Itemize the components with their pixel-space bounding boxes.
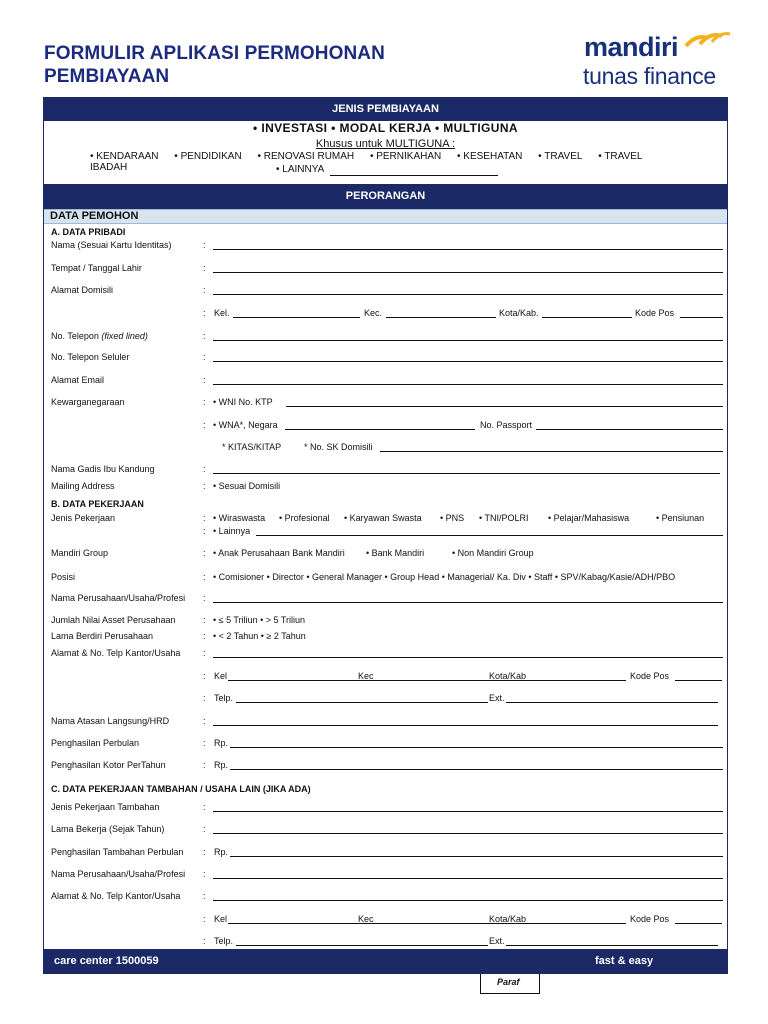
kitas-label: * KITAS/KITAP [222, 442, 282, 452]
option-renovasi[interactable]: • RENOVASI RUMAH [257, 151, 355, 162]
colon: : [203, 847, 206, 857]
colon: : [203, 263, 206, 273]
colon: : [203, 240, 206, 250]
sesuai-domisili-option[interactable]: • Sesuai Domisili [213, 481, 281, 491]
care-center-text: care center 1500059 [54, 955, 159, 967]
kota-label: Kota/Kab [489, 671, 527, 681]
nama-perusahaan-tambahan-label: Nama Perusahaan/Usaha/Profesi [51, 869, 186, 879]
colon: : [203, 513, 206, 523]
kec-label: Kec [358, 914, 374, 924]
atasan-label: Nama Atasan Langsung/HRD [51, 716, 170, 726]
ext-label: Ext. [489, 936, 505, 946]
atasan-field[interactable] [213, 725, 718, 726]
colon: : [203, 481, 206, 491]
kel-kec-kota-field[interactable] [228, 923, 626, 924]
nama-perusahaan-label: Nama Perusahaan/Usaha/Profesi [51, 593, 186, 603]
opt-karyawan-swasta[interactable]: • Karyawan Swasta [344, 513, 422, 523]
colon: : [203, 891, 206, 901]
logo-swoosh-icon [682, 28, 732, 50]
penghasilan-field[interactable] [230, 747, 723, 748]
colon: : [203, 285, 206, 295]
penghasilan-tambahan-label: Penghasilan Tambahan Perbulan [51, 847, 184, 857]
colon: : [203, 526, 206, 536]
data-pemohon-header: DATA PEMOHON [44, 209, 727, 224]
ibu-kandung-label: Nama Gadis Ibu Kandung [51, 464, 155, 474]
penghasilan-label: Penghasilan Perbulan [51, 738, 140, 748]
ext-label: Ext. [489, 693, 505, 703]
data-pribadi-title: A. DATA PRIBADI [51, 227, 126, 237]
alamat-kantor-tambahan-field[interactable] [213, 900, 723, 901]
lainnya-field[interactable] [256, 535, 723, 536]
option-pernikahan[interactable]: • PERNIKAHAN [369, 151, 442, 162]
opt-wiraswasta[interactable]: • Wiraswasta [213, 513, 266, 523]
telp-label: Telp. [214, 693, 234, 703]
kodepos-field[interactable] [675, 680, 722, 681]
colon: : [203, 648, 206, 658]
kec-label: Kec [358, 671, 374, 681]
paraf-label: Paraf [497, 977, 520, 987]
rp-label: Rp. [214, 760, 229, 770]
nama-label: Nama (Sesuai Kartu Identitas) [51, 240, 172, 250]
option-pendidikan[interactable]: • PENDIDIKAN [174, 151, 242, 162]
option-kendaraan[interactable]: • KENDARAAN [90, 151, 159, 162]
telp-field[interactable] [236, 702, 488, 703]
kodepos-label: Kode Pos [635, 308, 675, 318]
colon: : [203, 352, 206, 362]
opt-bank-mandiri[interactable]: • Bank Mandiri [366, 548, 425, 558]
tempat-lahir-label: Tempat / Tanggal Lahir [51, 263, 142, 273]
posisi-options[interactable]: • Comisioner • Director • General Manager • Group Head • Managerial/ Ka. Div • Staff • SPV/Kabag/Kasie/ADH/PBO [213, 572, 676, 582]
colon: : [203, 631, 206, 641]
colon: : [203, 693, 206, 703]
jenis-main-options[interactable]: • INVESTASI • MODAL KERJA • MULTIGUNA [253, 121, 518, 135]
jenis-pekerjaan-label: Jenis Pekerjaan [51, 513, 116, 523]
colon: : [203, 308, 206, 318]
sk-domisili-label: * No. SK Domisili [304, 442, 373, 452]
seluler-label: No. Telepon Seluler [51, 352, 130, 362]
opt-lainnya[interactable]: • Lainnya [213, 526, 251, 536]
kota-label: Kota/Kab [489, 914, 527, 924]
perorangan-header: PERORANGAN [43, 184, 728, 209]
telp-field[interactable] [236, 945, 488, 946]
wna-option[interactable]: • WNA*, Negara [213, 420, 278, 430]
colon: : [203, 572, 206, 582]
kec-label: Kec. [364, 308, 383, 318]
tempat-lahir-field[interactable] [213, 272, 723, 273]
data-tambahan-title: C. DATA PEKERJAAN TAMBAHAN / USAHA LAIN (JIKA ADA) [51, 784, 311, 794]
kodepos-field[interactable] [675, 923, 722, 924]
sk-domisili-field[interactable] [380, 451, 723, 452]
rp-label: Rp. [214, 738, 229, 748]
opt-non-mandiri[interactable]: • Non Mandiri Group [452, 548, 534, 558]
nama-field[interactable] [213, 249, 723, 250]
colon: : [203, 548, 206, 558]
passport-field[interactable] [536, 429, 723, 430]
jenis-tambahan-field[interactable] [213, 811, 723, 812]
tagline-text: fast & easy [595, 955, 654, 967]
opt-pns[interactable]: • PNS [440, 513, 465, 523]
kota-field[interactable] [542, 317, 632, 318]
lama-berdiri-label: Lama Berdiri Perusahaan [51, 631, 154, 641]
penghasilan-kotor-label: Penghasilan Kotor PerTahun [51, 760, 166, 770]
telepon-field[interactable] [213, 340, 723, 341]
form-title: FORMULIR APLIKASI PERMOHONAN PEMBIAYAAN [44, 43, 385, 87]
penghasilan-kotor-field[interactable] [230, 769, 723, 770]
colon: : [203, 615, 206, 625]
data-pekerjaan-title: B. DATA PEKERJAAN [51, 499, 144, 509]
colon: : [203, 824, 206, 834]
jenis-pembiayaan-header: JENIS PEMBIAYAAN [43, 97, 728, 121]
lama-bekerja-label: Lama Bekerja (Sejak Tahun) [51, 824, 165, 834]
negara-field[interactable] [285, 429, 475, 430]
ext-field[interactable] [506, 945, 718, 946]
colon: : [203, 869, 206, 879]
multiguna-subtitle: Khusus untuk MULTIGUNA : [315, 138, 456, 150]
alamat-field[interactable] [213, 294, 723, 295]
email-label: Alamat Email [51, 375, 105, 385]
kota-label: Kota/Kab. [499, 308, 539, 318]
kodepos-label: Kode Pos [630, 671, 670, 681]
posisi-label: Posisi [51, 572, 76, 582]
alamat-kantor-tambahan-label: Alamat & No. Telp Kantor/Usaha [51, 891, 181, 901]
mailing-label: Mailing Address [51, 481, 115, 491]
kodepos-field[interactable] [680, 317, 723, 318]
opt-anak-perusahaan[interactable]: • Anak Perusahaan Bank Mandiri [213, 548, 345, 558]
penghasilan-tambahan-field[interactable] [230, 856, 723, 857]
mandiri-tunas-finance-logo [582, 28, 732, 92]
opt-pelajar[interactable]: • Pelajar/Mahasiswa [548, 513, 630, 523]
telepon-label: No. Telepon (fixed lined) [51, 331, 148, 341]
colon: : [203, 936, 206, 946]
logo-tunas-text: tunas finance [583, 63, 716, 89]
colon: : [203, 802, 206, 812]
wni-option[interactable]: • WNI No. KTP [213, 397, 273, 407]
lainnya-line[interactable] [330, 175, 498, 176]
aset-options[interactable]: • ≤ 5 Triliun • > 5 Triliun [213, 615, 306, 625]
colon: : [203, 464, 206, 474]
option-lainnya[interactable]: • LAINNYA [276, 164, 325, 175]
ktp-field[interactable] [286, 406, 723, 407]
mandiri-group-label: Mandiri Group [51, 548, 109, 558]
colon: : [203, 331, 206, 341]
alamat-label: Alamat Domisili [51, 285, 114, 295]
colon: : [203, 716, 206, 726]
alamat-kantor-field[interactable] [213, 657, 723, 658]
aset-label: Jumlah Nilai Asset Perusahaan [51, 615, 176, 625]
kel-label: Kel [214, 671, 228, 681]
colon: : [203, 397, 206, 407]
colon: : [203, 760, 206, 770]
logo-mandiri-text: mandiri [584, 32, 679, 62]
kel-label: Kel. [214, 308, 230, 318]
kewarganegaraan-label: Kewarganegaraan [51, 397, 125, 407]
ibu-kandung-field[interactable] [213, 473, 720, 474]
kodepos-label: Kode Pos [630, 914, 670, 924]
ext-field[interactable] [506, 702, 718, 703]
colon: : [203, 420, 206, 430]
option-travel[interactable]: • TRAVEL [538, 151, 583, 162]
option-travel-ibadah[interactable]: • TRAVEL IBADAH [90, 151, 643, 173]
seluler-field[interactable] [213, 361, 723, 362]
kec-field[interactable] [386, 317, 496, 318]
kel-kec-kota-field[interactable] [228, 680, 626, 681]
telp-label: Telp. [214, 936, 234, 946]
opt-pensiunan[interactable]: • Pensiunan [656, 513, 705, 523]
lama-bekerja-field[interactable] [213, 833, 723, 834]
colon: : [203, 375, 206, 385]
alamat-kantor-label: Alamat & No. Telp Kantor/Usaha [51, 648, 181, 658]
nama-perusahaan-tambahan-field[interactable] [213, 878, 723, 879]
kel-field[interactable] [233, 317, 360, 318]
colon: : [203, 738, 206, 748]
jenis-tambahan-label: Jenis Pekerjaan Tambahan [51, 802, 160, 812]
opt-tni-polri[interactable]: • TNI/POLRI [479, 513, 529, 523]
passport-label: No. Passport [480, 420, 533, 430]
colon: : [203, 914, 206, 924]
option-kesehatan[interactable]: • KESEHATAN [457, 151, 523, 162]
email-field[interactable] [213, 384, 723, 385]
opt-profesional[interactable]: • Profesional [279, 513, 330, 523]
nama-perusahaan-field[interactable] [213, 602, 723, 603]
lama-berdiri-options[interactable]: • < 2 Tahun • ≥ 2 Tahun [213, 631, 306, 641]
colon: : [203, 671, 206, 681]
rp-label: Rp. [214, 847, 229, 857]
colon: : [203, 593, 206, 603]
multiguna-options [90, 151, 690, 173]
kel-label: Kel [214, 914, 228, 924]
